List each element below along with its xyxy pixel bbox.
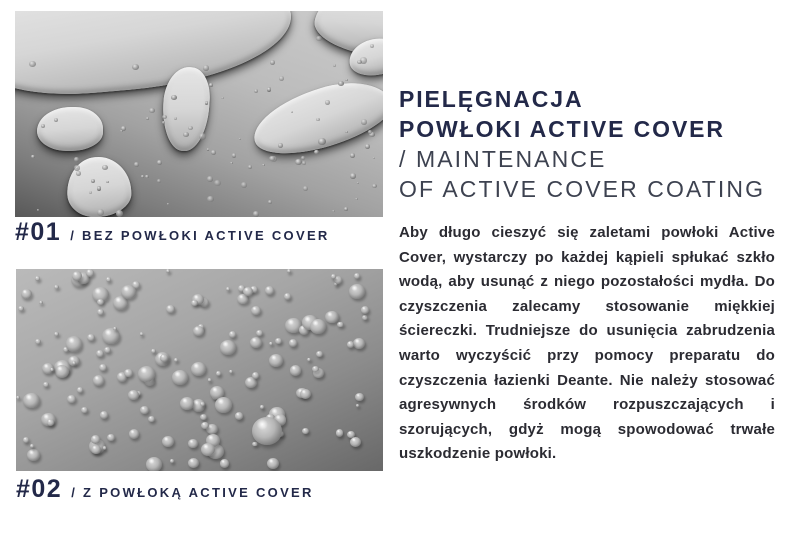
water-drop <box>35 339 41 344</box>
water-drop <box>229 370 233 373</box>
water-drop <box>241 182 247 188</box>
water-drop <box>100 411 108 418</box>
water-drop <box>211 150 216 155</box>
water-drop <box>203 65 209 71</box>
water-drop <box>103 446 107 449</box>
water-drop <box>91 435 100 443</box>
water-drop <box>145 175 149 179</box>
water-drop <box>254 89 258 93</box>
water-drop <box>77 387 84 393</box>
water-drop <box>207 148 210 150</box>
photo-water-with-coating <box>16 269 383 471</box>
water-drop <box>232 153 237 157</box>
water-drop <box>265 286 275 295</box>
water-drop <box>200 414 207 420</box>
figure-caption-text: / BEZ POWŁOKI ACTIVE COVER <box>70 228 330 243</box>
water-drop <box>170 459 174 463</box>
water-drop <box>149 108 155 114</box>
water-drop <box>220 340 237 355</box>
water-drop <box>316 351 323 357</box>
water-drop <box>146 457 162 471</box>
water-drop <box>355 393 364 401</box>
figure-caption-text: / Z POWŁOKĄ ACTIVE COVER <box>71 485 314 500</box>
water-drop <box>55 365 69 378</box>
water-drop <box>344 207 348 211</box>
water-drop <box>250 337 262 348</box>
water-drop <box>97 186 102 190</box>
water-drop <box>302 428 309 434</box>
water-drop <box>99 364 107 371</box>
water-drop <box>141 175 145 178</box>
water-drop <box>201 422 209 429</box>
water-drop <box>188 458 200 469</box>
title-line-en-1: / MAINTENANCE <box>399 146 607 172</box>
water-drop <box>252 372 259 379</box>
water-drop <box>253 211 259 217</box>
water-drop <box>220 459 229 467</box>
water-drop <box>121 285 136 299</box>
water-drop <box>252 417 282 445</box>
water-drop <box>93 375 104 385</box>
water-drop <box>287 269 291 273</box>
water-drop <box>284 293 291 300</box>
water-drop <box>23 437 29 443</box>
water-drop <box>128 390 139 400</box>
water-drop <box>151 349 156 353</box>
water-drop <box>350 437 361 447</box>
water-drop <box>87 334 95 341</box>
water-drop <box>209 83 213 87</box>
water-drop <box>172 370 188 385</box>
water-drop <box>207 196 214 202</box>
water-drop <box>121 126 126 131</box>
figure-number: #02 <box>16 475 63 503</box>
water-drop <box>27 449 40 461</box>
water-drop <box>162 115 167 119</box>
water-drop <box>129 429 139 439</box>
water-drop <box>318 138 325 145</box>
water-drop <box>140 332 144 336</box>
water-drop <box>289 339 297 346</box>
water-drop <box>162 121 165 124</box>
water-drop <box>157 179 161 183</box>
water-drop <box>81 407 88 414</box>
title-line-pl-1: PIELĘGNACJA <box>399 86 584 112</box>
water-drop <box>252 442 257 447</box>
water-drop <box>260 405 264 408</box>
water-drop <box>166 269 170 273</box>
water-drop <box>357 182 359 184</box>
water-drop <box>215 397 232 413</box>
water-drop <box>160 354 168 361</box>
water-drop <box>116 210 123 217</box>
water-drop <box>373 157 376 159</box>
water-drop <box>268 200 272 204</box>
water-drop <box>275 338 282 344</box>
water-drop <box>229 331 236 337</box>
water-drop <box>54 332 58 336</box>
water-drop <box>97 209 104 216</box>
water-drop <box>54 285 59 289</box>
water-drop <box>267 458 279 469</box>
water-drop <box>47 419 55 426</box>
water-drop <box>239 138 241 140</box>
water-drop <box>30 444 34 448</box>
water-drop <box>37 209 39 211</box>
photo-water-without-coating <box>15 11 383 217</box>
water-drop <box>91 179 95 183</box>
water-drop <box>333 64 336 67</box>
water-drop <box>97 299 104 305</box>
water-drop <box>86 269 94 276</box>
water-drop <box>350 173 356 178</box>
water-drop <box>230 162 232 164</box>
water-drop <box>96 350 103 357</box>
water-drop <box>350 153 355 157</box>
water-drop <box>269 156 275 161</box>
water-drop <box>269 354 283 367</box>
water-drop <box>35 276 40 281</box>
water-drop <box>362 315 368 320</box>
water-drop <box>349 284 365 299</box>
water-drop <box>205 101 209 104</box>
title-line-en-2: OF ACTIVE COVER COATING <box>399 176 766 202</box>
water-drop <box>157 160 162 165</box>
water-drop <box>207 176 213 182</box>
water-drop <box>290 365 302 376</box>
water-drop <box>43 382 49 388</box>
figure-caption-2 <box>16 475 314 504</box>
water-drop <box>31 155 35 159</box>
figure-caption-1 <box>15 218 330 247</box>
water-drop <box>50 368 54 371</box>
water-drop <box>251 306 261 315</box>
water-drop <box>199 133 206 140</box>
water-drop <box>300 389 311 399</box>
water-drop <box>267 87 272 91</box>
water-drop <box>372 184 377 189</box>
water-drop <box>347 341 354 348</box>
water-drop <box>16 396 20 400</box>
water-drop <box>269 342 273 346</box>
water-drop <box>302 161 305 164</box>
water-drop <box>279 76 284 81</box>
water-drop <box>355 198 357 200</box>
water-drop <box>124 369 133 377</box>
water-drop <box>316 118 319 121</box>
water-drop <box>74 157 80 162</box>
water-drop <box>66 336 83 351</box>
water-drop <box>214 180 221 187</box>
water-drop <box>221 97 223 99</box>
water-drop <box>138 366 155 382</box>
water-drop <box>191 362 206 376</box>
water-drop <box>248 165 252 169</box>
water-drop <box>332 210 335 212</box>
water-puddle <box>37 107 103 151</box>
water-drop <box>256 330 263 336</box>
water-drop <box>191 300 197 306</box>
water-drop <box>216 371 221 376</box>
water-drop <box>337 322 343 328</box>
water-drop <box>235 412 243 420</box>
water-drop <box>39 301 43 304</box>
water-drop <box>180 397 194 410</box>
maintenance-paragraph: Aby długo cieszyć się zaletami powłoki Active Cover, wystarczy po każdej kąpieli spłukać szkło wodą, aby usunąć z niego pozostałości mydła. Do czyszczenia zalecamy stosowanie miękkiej ściereczki. Trudniejsze do usunięcia zabrudzenia warto wyczyścić przy pomocy preparatu do czyszczenia łazienki Deante. Nie należy stosować agresywnych środków rozpuszczających i szorujących, gdyż mogą spowodować trwałe uszkodzenie powłoki. <box>399 224 775 463</box>
water-drop <box>134 162 139 166</box>
water-drop <box>316 36 322 41</box>
water-drop <box>310 319 326 334</box>
page-title <box>399 84 765 204</box>
water-drop <box>23 393 40 408</box>
water-drop <box>21 289 32 299</box>
water-drop <box>148 416 155 423</box>
water-drop <box>102 328 119 344</box>
water-drop <box>357 60 362 65</box>
water-drop <box>325 311 339 324</box>
water-drop <box>270 60 275 65</box>
water-drop <box>354 273 361 279</box>
water-drop <box>365 144 371 149</box>
water-drop <box>243 287 253 296</box>
water-drop <box>67 395 76 403</box>
water-drop <box>162 436 174 447</box>
water-drop <box>303 186 308 191</box>
water-drop <box>167 203 169 205</box>
figure-number: #01 <box>15 218 62 246</box>
water-drop <box>104 347 111 353</box>
water-drop <box>307 358 311 361</box>
water-drop <box>18 306 24 311</box>
water-drop <box>174 358 178 362</box>
water-drop <box>325 100 330 105</box>
water-drop <box>97 309 104 315</box>
title-line-pl-2: POWŁOKI ACTIVE COVER <box>399 116 725 142</box>
water-drop <box>345 79 347 81</box>
water-drop <box>262 164 264 166</box>
water-drop <box>314 150 319 155</box>
water-drop <box>193 326 204 336</box>
water-drop <box>361 119 367 125</box>
water-drop <box>201 443 215 456</box>
water-drop <box>140 406 149 415</box>
water-drop <box>146 117 149 120</box>
water-drop <box>208 378 212 381</box>
water-drop <box>345 131 347 133</box>
water-drop <box>76 171 81 176</box>
water-drop <box>336 429 344 436</box>
water-drop <box>361 306 369 314</box>
water-drop <box>188 439 197 448</box>
water-drop <box>106 277 111 282</box>
water-drop <box>226 287 230 291</box>
water-drop <box>353 338 365 349</box>
water-drop <box>107 434 115 441</box>
water-drop <box>356 404 360 407</box>
water-drop <box>166 305 174 313</box>
water-drop <box>91 445 101 454</box>
water-drop <box>295 159 302 165</box>
